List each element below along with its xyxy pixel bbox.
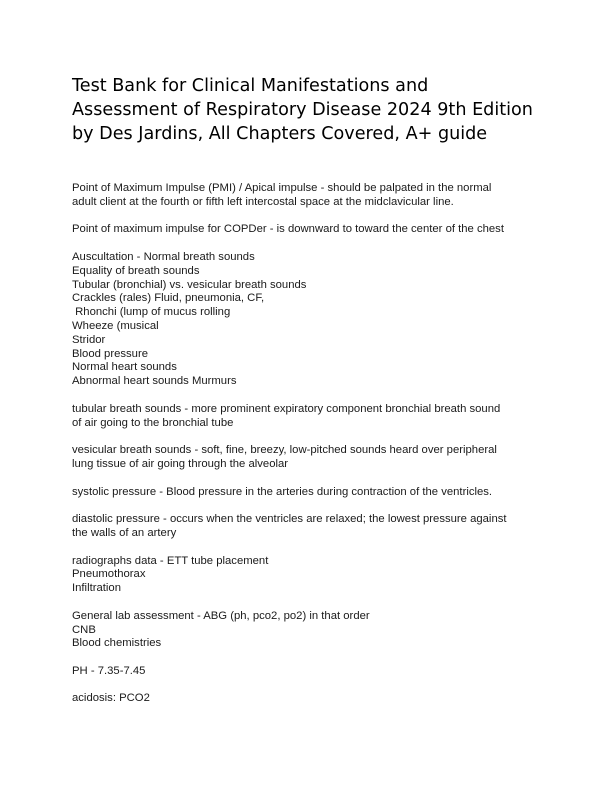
text-line: Normal heart sounds [72, 361, 177, 374]
text-line: Infiltration [72, 582, 121, 595]
text-line: Wheeze (musical [72, 319, 159, 332]
text-line: Rhonchi (lump of mucus rolling [72, 306, 231, 319]
paragraph [72, 251, 552, 389]
paragraph [72, 513, 552, 541]
text-line: Point of maximum impulse for COPDer - is downward to toward the center of the chest [72, 223, 504, 236]
document-title [72, 74, 552, 146]
text-line: Crackles (rales) Fluid, pneumonia, CF, [72, 292, 265, 305]
text-line: Stridor [72, 333, 106, 346]
text-line: Pneumothorax [72, 568, 146, 581]
text-line: the walls of an artery [72, 526, 177, 539]
text-line: Blood pressure [72, 347, 148, 360]
paragraph [72, 665, 552, 679]
paragraph [72, 444, 552, 472]
text-line: PH - 7.35-7.45 [72, 664, 146, 677]
title-line: by Des Jardins, All Chapters Covered, A+ guide [72, 124, 488, 144]
text-line: radiographs data - ETT tube placement [72, 554, 269, 567]
text-line: adult client at the fourth or fifth left intercostal space at the midclavicular line. [72, 195, 454, 208]
paragraph [72, 403, 552, 431]
text-line: of air going to the bronchial tube [72, 416, 234, 429]
paragraph [72, 182, 552, 210]
paragraph [72, 555, 552, 596]
text-line: diastolic pressure - occurs when the ventricles are relaxed; the lowest pressure against [72, 513, 507, 526]
text-line: General lab assessment - ABG (ph, pco2, po2) in that order [72, 609, 370, 622]
text-line: lung tissue of air going through the alveolar [72, 457, 289, 470]
title-line: Assessment of Respiratory Disease 2024 9th Edition [72, 100, 533, 120]
text-line: Equality of breath sounds [72, 264, 200, 277]
text-line: tubular breath sounds - more prominent expiratory component bronchial breath sound [72, 402, 501, 415]
text-line: Tubular (bronchial) vs. vesicular breath sounds [72, 278, 307, 291]
text-line: Blood chemistries [72, 637, 162, 650]
title-line: Test Bank for Clinical Manifestations and [72, 76, 429, 96]
paragraph [72, 486, 552, 500]
text-line: Point of Maximum Impulse (PMI) / Apical impulse - should be palpated in the normal [72, 182, 492, 194]
paragraph [72, 223, 552, 237]
paragraph [72, 692, 552, 706]
text-line: vesicular breath sounds - soft, fine, breezy, low-pitched sounds heard over peripheral [72, 444, 497, 457]
text-line: Auscultation - Normal breath sounds [72, 250, 255, 263]
text-line: CNB [72, 623, 96, 636]
paragraph [72, 610, 552, 651]
text-line: acidosis: PCO2 [72, 692, 150, 705]
text-line: Abnormal heart sounds Murmurs [72, 375, 237, 388]
text-line: systolic pressure - Blood pressure in the arteries during contraction of the ventricles. [72, 485, 493, 498]
document-body [72, 182, 552, 720]
